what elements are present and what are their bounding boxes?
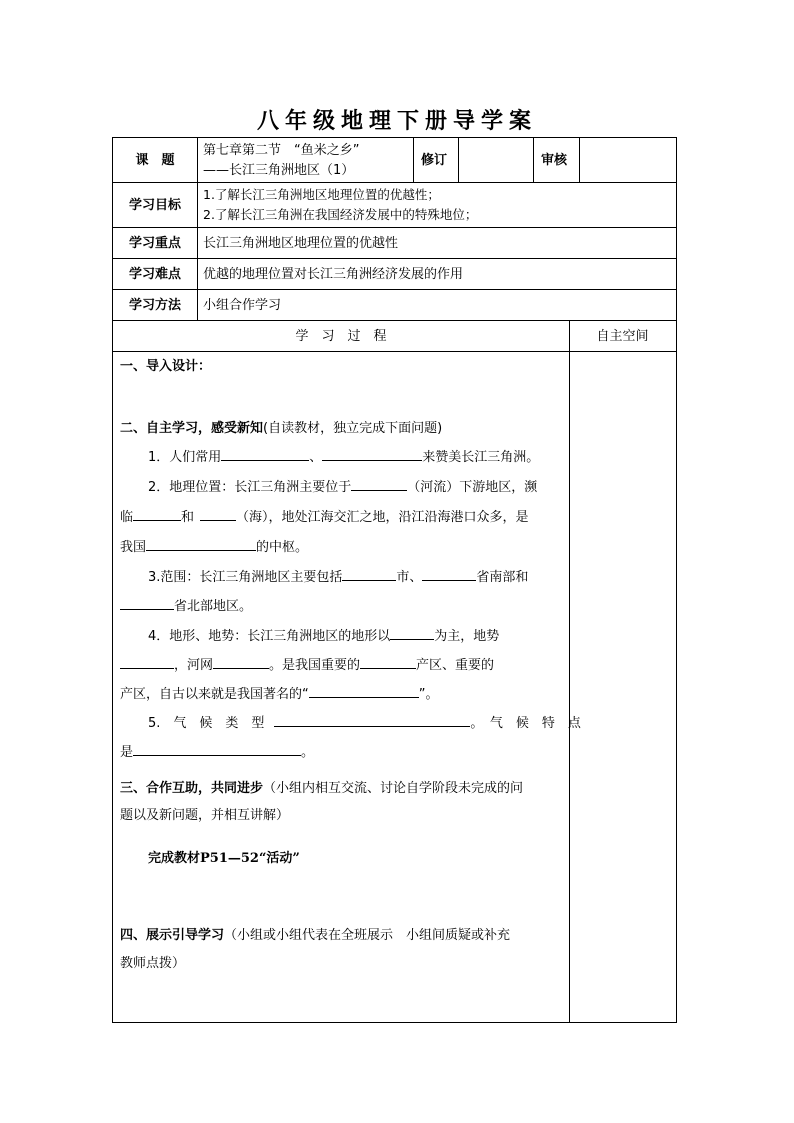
- q-text: 。 气 候 特 点: [470, 716, 581, 731]
- row-divider: [113, 320, 676, 321]
- q-text: （河流）下游地区，濒: [407, 480, 538, 495]
- lesson-title-line2: ——长江三角洲地区（1）: [203, 163, 355, 178]
- difficulty-label: 学习难点: [128, 267, 181, 282]
- q-text: 3.范围：长江三角洲地区主要包括: [148, 570, 343, 585]
- answer-blank[interactable]: [213, 654, 269, 669]
- q-text: 我国: [120, 540, 147, 555]
- q-text: 是: [120, 745, 134, 760]
- section-4-note: （小组或小组代表在全班展示 小组间质疑或补充: [224, 928, 511, 943]
- key-point-label: 学习重点: [128, 236, 181, 251]
- q-text: 为主，地势: [434, 629, 500, 644]
- col-divider: [579, 138, 580, 182]
- q-text: 市、: [396, 570, 423, 585]
- question-2-line3: [120, 536, 308, 555]
- revise-label: 修订: [421, 153, 448, 168]
- q-text: 2．地理位置：长江三角洲主要位于: [148, 480, 352, 495]
- q-text: ”。: [418, 687, 439, 702]
- q-text: 。是我国重要的: [269, 658, 361, 673]
- section-3-heading: [120, 777, 523, 796]
- key-point-text: 长江三角洲地区地理位置的优越性: [203, 236, 399, 251]
- section-4-title: 四、展示引导学习: [120, 928, 225, 943]
- question-3-line2: [120, 595, 252, 614]
- answer-blank[interactable]: [390, 625, 434, 640]
- question-4-line1: [120, 625, 499, 644]
- goals-label: 学习目标: [128, 198, 181, 213]
- goal-item: 2.了解长江三角洲在我国经济发展中的特殊地位；: [203, 207, 478, 222]
- question-2-line1: [120, 476, 537, 495]
- answer-blank[interactable]: [133, 506, 181, 521]
- question-3-line1: [120, 566, 528, 585]
- question-4-line2: [120, 654, 494, 673]
- q-text: 产区、重要的: [416, 658, 495, 673]
- q-text: 、: [309, 450, 323, 465]
- col-divider: [197, 138, 198, 320]
- self-space-header: 自主空间: [596, 329, 649, 344]
- q-text: 来赞美长江三角洲。: [422, 450, 540, 465]
- method-label: 学习方法: [128, 298, 181, 313]
- question-2-line2: [120, 506, 529, 525]
- question-5-line2: [120, 741, 314, 760]
- section-2-note: (自读教材，独立完成下面问题): [263, 421, 443, 436]
- lesson-label: 课 题: [135, 153, 175, 168]
- question-1: [120, 446, 539, 465]
- section-3-note-line2: 题以及新问题，并相互讲解）: [120, 808, 290, 823]
- q-text: 产区，自古以来就是我国著名的“: [120, 687, 309, 702]
- difficulty-text: 优越的地理位置对长江三角洲经济发展的作用: [203, 267, 464, 282]
- question-5-line1: [120, 712, 581, 731]
- review-label: 审核: [541, 153, 568, 168]
- q-text: 的中枢。: [256, 540, 309, 555]
- q-text: 省南部和: [476, 570, 529, 585]
- col-divider: [569, 320, 570, 1023]
- method-text: 小组合作学习: [203, 298, 282, 313]
- answer-blank[interactable]: [342, 566, 396, 581]
- answer-blank[interactable]: [322, 446, 422, 461]
- answer-blank[interactable]: [221, 446, 309, 461]
- section-4-heading: [120, 924, 510, 943]
- question-4-line3: [120, 683, 439, 702]
- answer-blank[interactable]: [351, 476, 407, 491]
- process-header: 学 习 过 程: [295, 329, 387, 344]
- goal-item: 1.了解长江三角洲地区地理位置的优越性；: [203, 187, 440, 202]
- col-divider: [458, 138, 459, 182]
- q-text: 临: [120, 510, 134, 525]
- section-2-title: 二、自主学习，感受新知: [120, 421, 264, 436]
- answer-blank[interactable]: [200, 506, 236, 521]
- answer-blank[interactable]: [422, 566, 476, 581]
- col-divider: [533, 138, 534, 182]
- q-text: ，河网: [174, 658, 214, 673]
- q-text: （海），地处江海交汇之地，沿江沿海港口众多，是: [236, 510, 529, 525]
- answer-blank[interactable]: [309, 683, 419, 698]
- section-3-note: （小组内相互交流、讨论自学阶段未完成的问: [263, 781, 524, 796]
- q-text: 4．地形、地势：长江三角洲地区的地形以: [148, 629, 391, 644]
- answer-blank[interactable]: [133, 741, 301, 756]
- answer-blank[interactable]: [360, 654, 416, 669]
- section-4-note-line2: 教师点拨）: [120, 956, 186, 971]
- row-divider: [113, 351, 676, 352]
- answer-blank[interactable]: [120, 595, 174, 610]
- section-2-heading: [120, 417, 442, 436]
- page-title: 八年级地理下册导学案: [256, 108, 537, 134]
- answer-blank[interactable]: [274, 712, 470, 727]
- q-text: 。: [301, 745, 315, 760]
- lesson-title-line1: 第七章第二节 “鱼米之乡”: [203, 143, 360, 158]
- q-text: 和: [181, 510, 195, 525]
- section-3-task: 完成教材P51—52“活动”: [148, 851, 300, 866]
- q-text: 5. 气 候 类 型: [148, 716, 265, 731]
- answer-blank[interactable]: [146, 536, 256, 551]
- section-3-title: 三、合作互助，共同进步: [120, 781, 264, 796]
- col-divider: [413, 138, 414, 182]
- q-text: 省北部地区。: [174, 599, 253, 614]
- q-text: 1．人们常用: [148, 450, 222, 465]
- section-1-heading: 一、导入设计：: [120, 359, 212, 374]
- answer-blank[interactable]: [120, 654, 174, 669]
